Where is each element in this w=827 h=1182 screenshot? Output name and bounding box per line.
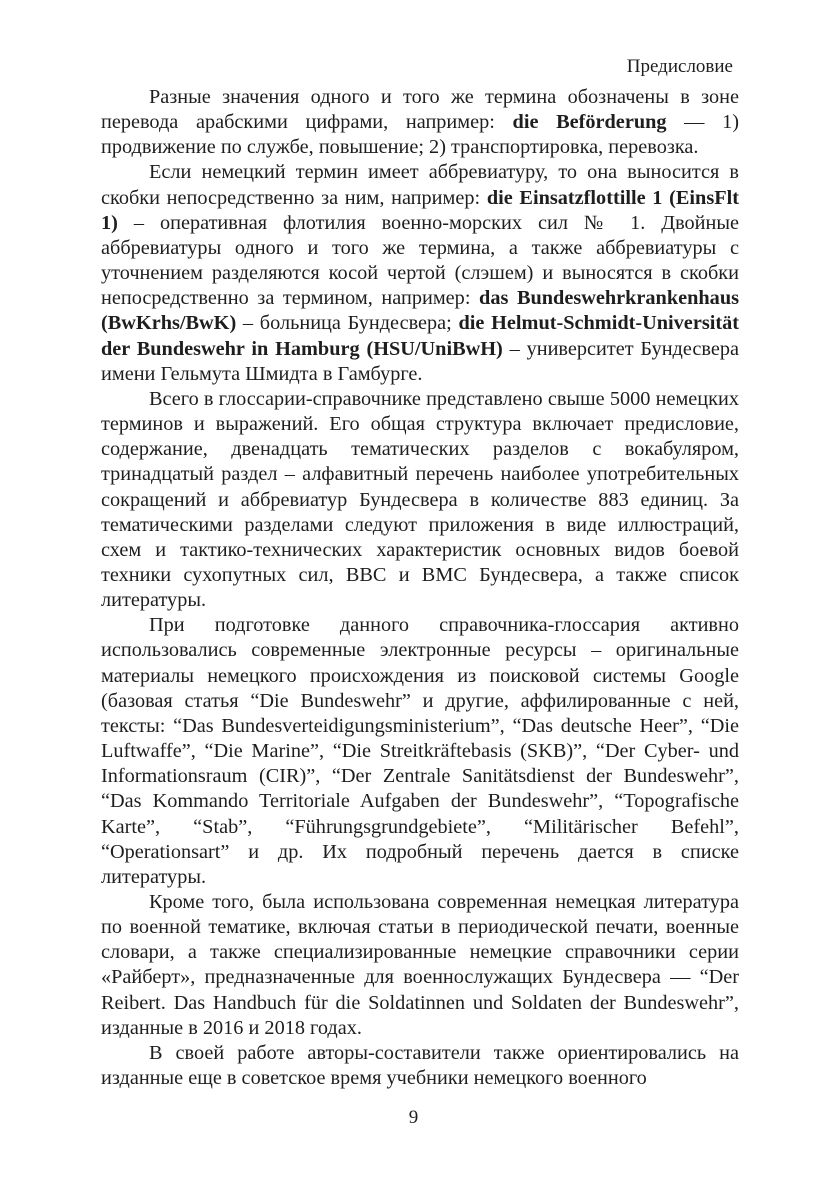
page-number: 9 (408, 1107, 419, 1128)
text-segment: Всего в глоссарии-справочнике представлено свыше 5000 немецких терминов и выражений. Его общая структура включает предисловие, содержание, двенадцать тематических разделов с вокабуляром, тринадцатый раздел – алфавитный перечень наиболее употребительных сокращений и аббревиатур Бундесвера в количестве 883 единиц. За тематическими разделами следуют приложения в виде иллюстраций, схем и тактико-технических характеристик основных видов боевой техники сухопутных сил, ВВС и ВМС Бундесвера, а также список литературы. (101, 387, 739, 612)
paragraph (101, 160, 739, 386)
text-segment: Разные значения одного и того же термина обозначены в зоне перевода арабскими цифрами, например: (101, 86, 739, 134)
paragraph (101, 85, 739, 160)
german-term: die Helmut-Schmidt-Universität der Bundeswehr in Hamburg (HSU/UniBwH) (101, 312, 739, 360)
running-head: Предисловие (626, 56, 733, 77)
german-term: das Bundeswehrkrankenhaus (BwKrhs/BwK) (101, 287, 739, 335)
text-segment: Если немецкий термин имеет аббревиатуру, то она выносится в скобки непосредственно за ним, например: (101, 161, 739, 209)
text-segment: В своей работе авторы-составители также ориентировались на изданные еще в советское время учебники немецкого военного (101, 1041, 739, 1090)
text-segment: – больница Бундесвера; (236, 312, 459, 335)
paragraph (101, 387, 739, 613)
paragraph (101, 890, 739, 1041)
text-segment: — 1) продвижение по службе, повышение; 2) транспортировка, перевозка. (101, 111, 739, 159)
text-segment: Кроме того, была использована современная немецкая литература по военной тематике, включая статьи в периодической печати, военные словари, а также специализированные немецкие справочники серии «Райберт», предназначенные для военнослужащих Бундесвера — “Der Reibert. Das Handbuch für die Soldatinnen und Soldaten der Bundeswehr”, изданные в 2016 и 2018 годах. (101, 891, 739, 1039)
text-segment: – оперативная флотилия военно-морских сил № 1. Двойные аббревиатуры одного и того же термина, а также аббревиатуры с уточнением разделяются косой чертой (слэшем) и выносятся в скобки непосредственно за термином, например: (101, 211, 739, 310)
german-term: die Einsatzflottille 1 (EinsFlt 1) (101, 186, 739, 234)
paragraph (101, 613, 739, 890)
german-term: die Beförderung (512, 111, 667, 134)
text-segment: При подготовке данного справочника-глоссария активно использовались современные электронные ресурсы – оригинальные материалы немецкого происхождения из поисковой системы Google (базовая статья “Die Bundeswehr” и другие, аффилированные с ней, тексты: “Das Bundesverteidigungsministerium”, “Das deutsche Heer”, “Die Luftwaffe”, “Die Marine”, “Die Streitkräftebasis (SKB)”, “Der Cyber- und Informationsraum (CIR)”, “Der Zentrale Sanitätsdienst der Bundeswehr”, “Das Kommando Territoriale Aufgaben der Bundeswehr”, “Topografische Karte”, “Stab”, “Führungsgrundgebiete”, “Militärischer Befehl”, “Operationsart” и др. Их подробный перечень дается в списке литературы. (101, 614, 739, 888)
text-segment: – университет Бундесвера имени Гельмута Шмидта в Гамбурге. (101, 337, 739, 385)
paragraph (101, 1041, 739, 1091)
body-text (101, 85, 739, 1091)
